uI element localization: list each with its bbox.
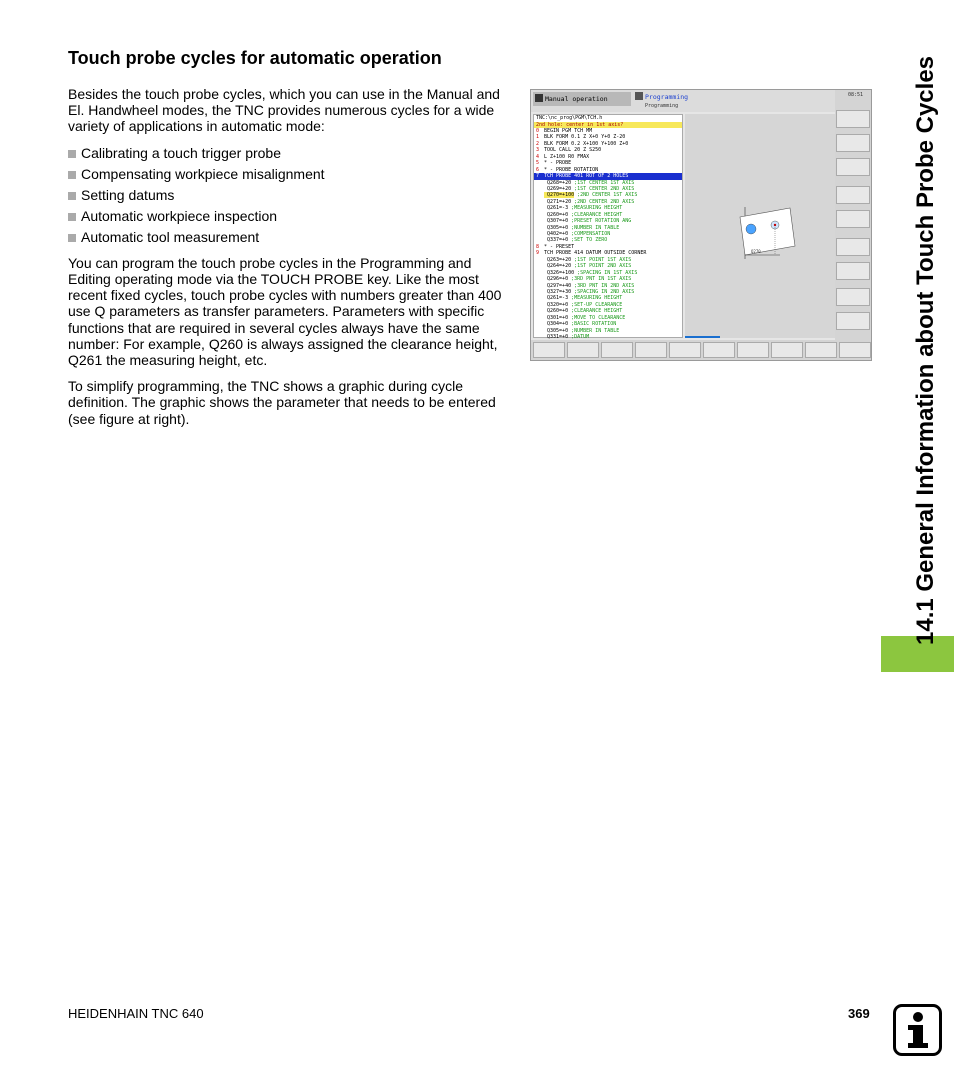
softkey [836, 288, 870, 306]
programming-paragraph: You can program the touch probe cycles in the Programming and Editing operating mode via the TOUCH PROBE key. Like the most recent fixed cycles, touch probe cycles with numbers greater than 400 use Q parameters as transfer parameters. Parameters with specific functions that are required in several cycles always have the same number: For example, Q260 is always assigned the clearance height, Q261 the measuring height, etc. [68, 254, 502, 369]
tab-programming: Programming Programming [635, 92, 825, 110]
softkey [669, 342, 701, 358]
program-line: Q270=+100 ;2ND CENTER 1ST AXIS [544, 192, 638, 199]
clock: 08:51 [847, 92, 863, 98]
softkey [836, 312, 870, 330]
softkey [635, 342, 667, 358]
program-line: 0 BEGIN PGM TCH MM [536, 128, 593, 134]
program-line: Q297=+40 ;3RD PNT IN 2ND AXIS [544, 282, 635, 289]
softkey [533, 342, 565, 358]
program-line: Q260=+0 ;CLEARANCE HEIGHT [544, 308, 623, 315]
program-line: Q320=+0 ;SET-UP CLEARANCE [544, 301, 623, 308]
softkey [836, 262, 870, 280]
softkey [703, 342, 735, 358]
list-item: Calibrating a touch trigger probe [68, 145, 510, 161]
chapter-title: 14.1 General Information about Touch Probe Cycles [912, 55, 939, 645]
program-line: Q331=+0 ;DATUM [544, 334, 590, 340]
list-item: Automatic workpiece inspection [68, 208, 510, 224]
footer-manual-name: HEIDENHAIN TNC 640 [68, 1006, 204, 1021]
program-line: 8 * - PRESET [536, 243, 575, 250]
dimension-label: Q270 [751, 249, 761, 254]
program-line: Q261=-3 ;MEASURING HEIGHT [544, 295, 623, 302]
dialog-prompt: 2nd hole: center in 1st axis? [534, 122, 682, 128]
tnc-screenshot [530, 89, 872, 361]
graphic-paragraph: To simplify programming, the TNC shows a graphic during cycle definition. The graphic shows the parameter that needs to be entered (see figure at right). [68, 378, 496, 427]
program-line: 4 L Z+100 R0 FMAX [536, 153, 590, 160]
tab-manual-operation: Manual operation [533, 92, 631, 106]
softkey [805, 342, 837, 358]
info-icon [893, 1004, 942, 1056]
program-line: 2 BLK FORM 0.2 X+100 Y+100 Z+0 [536, 140, 629, 147]
program-line: Q301=+0 ;MOVE TO CLEARANCE [544, 314, 626, 321]
program-line: Q271=+20 ;2ND CENTER 2ND AXIS [544, 198, 635, 205]
program-listing [533, 114, 683, 338]
program-line: 9 TCH PROBE 414 DATUM OUTSIDE CORNER [536, 250, 647, 257]
list-item: Automatic tool measurement [68, 229, 510, 245]
program-line: 7 TCH PROBE 401 ROT OF 2 HOLES [534, 173, 682, 179]
softkey [836, 186, 870, 204]
program-line: Q326=+100 ;SPACING IN 1ST AXIS [544, 269, 638, 276]
softkey [836, 210, 870, 228]
softkey [836, 238, 870, 256]
program-line: Q327=+30 ;SPACING IN 2ND AXIS [544, 288, 635, 295]
softkey [836, 110, 870, 128]
program-line: 3 TOOL CALL 20 Z S250 [536, 147, 602, 154]
softkey [601, 342, 633, 358]
section-heading: Touch probe cycles for automatic operation [68, 48, 442, 68]
program-lines [534, 128, 682, 340]
mode-bar [531, 90, 835, 112]
bullet-square-icon [68, 213, 76, 221]
horizontal-softkeys [531, 340, 872, 360]
softkey [839, 342, 871, 358]
body-text [68, 86, 510, 437]
program-line: 1 BLK FORM 0.1 Z X+0 Y+0 Z-20 [536, 134, 626, 141]
softkey [771, 342, 803, 358]
program-line: Q296=+0 ;3RD PNT IN 1ST AXIS [544, 276, 632, 283]
program-line: Q268=+20 ;1ST CENTER 1ST AXIS [544, 179, 635, 186]
program-line: Q402=+0 ;COMPENSATION [544, 231, 611, 237]
program-line: 6 * - PROBE ROTATION [536, 166, 599, 173]
program-line: Q304=+0 ;BASIC ROTATION [544, 321, 617, 328]
help-graphic [685, 114, 835, 338]
program-line: Q264=+20 ;1ST POINT 2ND AXIS [544, 263, 632, 270]
program-line: Q263=+20 ;1ST POINT 1ST AXIS [544, 256, 632, 263]
bullet-square-icon [68, 171, 76, 179]
softkey [836, 134, 870, 152]
bullet-square-icon [68, 150, 76, 158]
program-line: Q337=+0 ;SET TO ZERO [544, 237, 608, 244]
program-line: Q269=+20 ;1ST CENTER 2ND AXIS [544, 185, 635, 192]
program-line: Q305=+0 ;NUMBER IN TABLE [544, 327, 620, 334]
program-line: Q261=-3 ;MEASURING HEIGHT [544, 205, 623, 212]
list-item: Compensating workpiece misalignment [68, 166, 510, 182]
bullet-square-icon [68, 192, 76, 200]
program-line: Q260=+0 ;CLEARANCE HEIGHT [544, 211, 623, 218]
softkey [567, 342, 599, 358]
page-number: 369 [848, 1006, 870, 1021]
hand-icon [535, 94, 543, 102]
program-line: Q305=+0 ;NUMBER IN TABLE [544, 224, 620, 231]
file-path: TNC:\nc_prog\PGM\TCH.h [536, 115, 603, 121]
program-line: 5 * - PROBE [536, 160, 572, 167]
list-item: Setting datums [68, 187, 510, 203]
program-icon [635, 92, 643, 100]
softkey [836, 158, 870, 176]
cycle-list [68, 145, 510, 245]
program-line: Q307=+0 ;PRESET ROTATION ANG [544, 218, 632, 225]
bullet-square-icon [68, 234, 76, 242]
vertical-softkeys [835, 90, 871, 361]
cycle-diagram [685, 114, 835, 338]
softkey [737, 342, 769, 358]
intro-paragraph: Besides the touch probe cycles, which you can use in the Manual and El. Handwheel modes, the TNC provides numerous cycles for a wide variety of applications in automatic mode: [68, 86, 500, 135]
